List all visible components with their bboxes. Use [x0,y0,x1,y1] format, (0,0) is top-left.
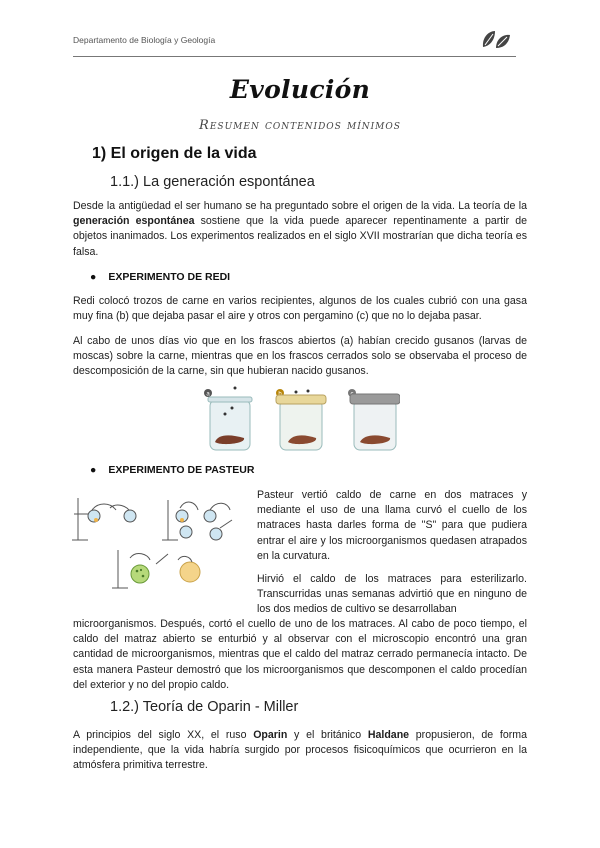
redi-bullet: ● EXPERIMENTO DE REDI [90,271,231,283]
leaves-icon [480,28,512,50]
redi-paragraph-1: Redi colocó trozos de carne en varios recipientes, algunos de los cuales cubrió con una gasa muy fina (b) que dejaba pasar el aire y otros con pergamino (c) que no lo dejaba pasar. [73,295,527,323]
jar-label-a: a [206,391,210,398]
pasteur-paragraph-2-side: Hirvió el caldo de los matraces para esterilizarlo. Transcurridas unas semanas advirtió que en ninguno de los dos medios de cultivo se desarrollaban [257,573,527,616]
page-subtitle: Resumen contenidos mínimos [199,118,401,133]
intro-paragraph: Desde la antigüedad el ser humano se ha preguntado sobre el origen de la vida. La teoría de la generación espontánea sostiene que la vida puede aparecer repentinamente a partir de objetos inanimados. Los experimentos realizados en el siglo XVII mostrarían que dicha teoría es falsa. [73,200,527,258]
oparin-paragraph: A principios del siglo XX, el ruso Oparin y el británico Haldane propusieron, de forma independiente, que la vida habría surgido por procesos fisicoquímicos que ocurrieron en la atmósfera primitiva terrestre. [73,729,528,772]
pasteur-bullet: ● EXPERIMENTO DE PASTEUR [90,464,255,476]
header-rule [73,56,516,57]
department-header: Departamento de Biología y Geología [73,35,216,45]
jar-gauze [276,389,326,450]
pasteur-paragraph-1: Pasteur vertió caldo de carne en dos matraces y mediante el uso de una llama curvó el cuello de los matraces hasta darles forma de "S" para que pudiera entrar el aire y los microorganismos quedasen atrapados en la curvatura. [257,489,527,562]
jar-open [204,387,252,451]
section-heading: 1) El origen de la vida [92,145,257,162]
pasteur-flasks-illustration [70,488,250,598]
pasteur-paragraph-2: microorganismos. Después, cortó el cuello de uno de los matraces. Al cabo de poco tiempo, el caldo del matraz abierto se enturbió y al observar con el microscopio encontró una gran cantidad de microorganismos, mientras que el caldo del matraz cerrado permanecía intacto. De esta manera Pasteur demostró que los microorganismos que descomponen el caldo procedían del exterior y no del propio caldo. [73,618,527,691]
redi-paragraph-2: Al cabo de unos días vio que en los frascos abiertos (a) habían crecido gusanos (larvas de moscas) sobre la carne, mientras que en los frascos cerrados solo se observaba el proceso de descomposición de la carne, sin que hubieran nacido gusanos. [73,335,527,378]
page-title: Evolución [229,75,371,104]
jar-parchment [348,389,400,450]
subsection-heading: 1.1.) La generación espontánea [110,174,315,190]
redi-jars-illustration [200,386,400,456]
subsection-heading-2: 1.2.) Teoría de Oparin - Miller [110,699,299,715]
